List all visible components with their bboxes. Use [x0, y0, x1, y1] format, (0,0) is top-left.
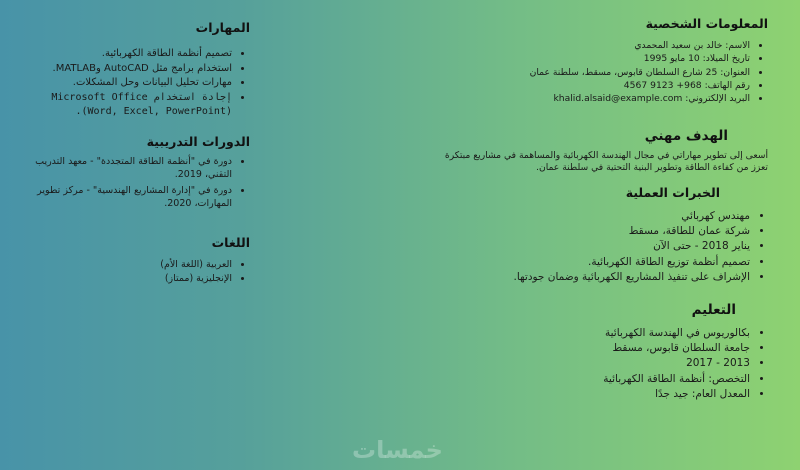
training-list	[15, 155, 250, 210]
experience-heading: الخبرات العملية	[625, 185, 720, 200]
skills-section	[15, 20, 250, 120]
list-item: • جامعة السلطان قابوس، مسقط	[438, 341, 750, 356]
list-item: • تصميم أنظمة توزيع الطاقة الكهربائية.	[438, 255, 750, 270]
training-section	[15, 134, 250, 212]
list-item: • دورة في "أنظمة الطاقة المتجددة" - معهد التدريب التقني، 2019.	[15, 155, 232, 182]
objective-heading: الهدف مهني	[644, 128, 728, 144]
education-heading: التعليم	[691, 302, 736, 318]
list-item: • يناير 2018 - حتى الآن	[438, 239, 750, 254]
list-item: • دورة في "إدارة المشاريع الهندسية" - مركز تطوير المهارات، 2020.	[15, 184, 232, 211]
training-heading: الدورات التدريبية	[146, 134, 250, 149]
list-item: • مهندس كهربائي	[438, 209, 750, 224]
education-section	[438, 302, 768, 402]
objective-text: أسعى إلى تطوير مهاراتي في مجال الهندسة الكهربائية والمساهمة في مشاريع مبتكرة تعزز من كفاءة الطاقة وتطوير البنية التحتية في سلطنة عمان.	[444, 150, 768, 174]
list-item: • الاسم: خالد بن سعيد المحمدي	[438, 39, 750, 52]
list-item: • التخصص: أنظمة الطاقة الكهربائية	[438, 372, 750, 387]
list-item: • البريد الإلكتروني: khalid.alsaid@example.com	[438, 92, 750, 105]
languages-list	[15, 258, 250, 286]
list-item: • تصميم أنظمة الطاقة الكهربائية.	[15, 47, 232, 62]
list-item: • إجادة استخدام Microsoft Office (Word, Excel, PowerPoint).	[15, 91, 232, 120]
list-item: • 2013 - 2017	[438, 356, 750, 371]
languages-heading: اللغات	[211, 235, 250, 250]
objective-section	[438, 128, 768, 175]
languages-section	[15, 235, 250, 286]
list-item: • شركة عمان للطاقة، مسقط	[438, 224, 750, 239]
list-item: • مهارات تحليل البيانات وحل المشكلات.	[15, 76, 232, 91]
watermark-logo: خمسات	[352, 436, 443, 464]
experience-section	[438, 185, 768, 285]
list-item: • العنوان: 25 شارع السلطان قابوس، مسقط، سلطنة عمان	[438, 66, 750, 79]
education-list	[438, 326, 768, 402]
list-item: • استخدام برامج مثل AutoCAD وMATLAB.	[15, 62, 232, 77]
list-item: • رقم الهاتف: 968+ 9123 4567	[438, 79, 750, 92]
skills-list	[15, 47, 250, 120]
list-item: • الإنجليزية (ممتاز)	[15, 272, 232, 286]
list-item: • العربية (اللغة الأم)	[15, 258, 232, 272]
list-item: • الإشراف على تنفيذ المشاريع الكهربائية وضمان جودتها.	[438, 270, 750, 285]
experience-list	[438, 209, 768, 285]
list-item: • المعدل العام: جيد جدًا	[438, 387, 750, 402]
list-item: • تاريخ الميلاد: 10 مايو 1995	[438, 52, 750, 65]
personal-info-heading: المعلومات الشخصية	[645, 16, 768, 31]
personal-info-section	[438, 16, 768, 106]
list-item: • بكالوريوس في الهندسة الكهربائية	[438, 326, 750, 341]
skills-heading: المهارات	[195, 20, 250, 35]
personal-info-list	[438, 39, 768, 106]
